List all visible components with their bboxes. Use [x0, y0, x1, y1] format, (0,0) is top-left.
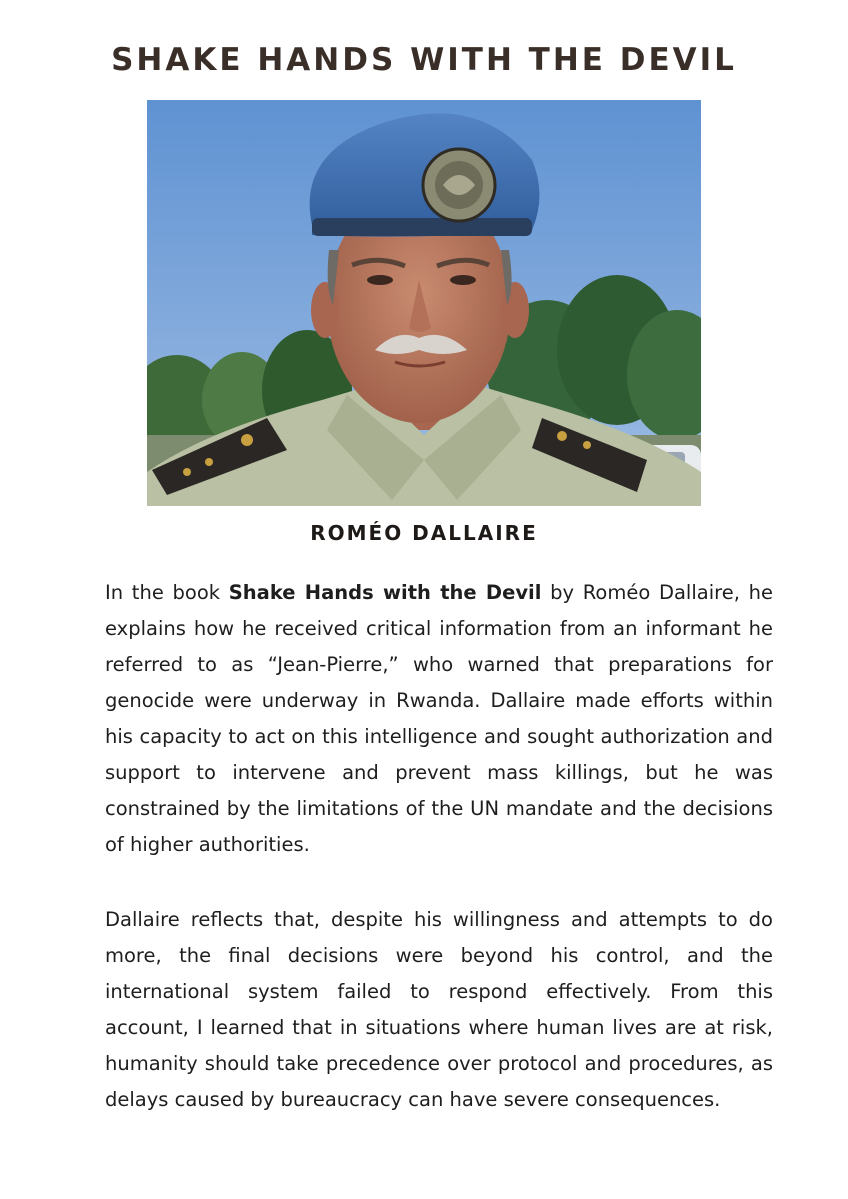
- book-title: Shake Hands with the Devil: [228, 581, 542, 604]
- photo-caption: ROMÉO DALLAIRE: [310, 521, 538, 545]
- un-badge: [423, 149, 495, 221]
- page-title: SHAKE HANDS WITH THE DEVIL: [111, 42, 737, 78]
- paragraph-1: [105, 575, 773, 863]
- paragraph-2: Dallaire reflects that, despite his willingness and attempts to do more, the final decisions were beyond his control, and the international system failed to respond effectively. From this account, I learned that in situations where human lives are at risk, humanity should take precedence over protocol and procedures, as delays caused by bureaucracy can have severe consequences.: [105, 908, 773, 1111]
- paragraph-1-intro: In the book: [105, 581, 229, 604]
- portrait-photo: [147, 100, 701, 506]
- paragraph-1-rest: by Roméo Dallaire, he explains how he received critical information from an informant he referred to as “Jean-Pierre,” who warned that preparations for genocide were underway in Rwanda. Dallaire made efforts within his capacity to act on this intelligence and sought authorization and support to intervene and prevent mass killings, but he was constrained by the limitations of the UN mandate and the decisions of higher authorities.: [105, 581, 773, 856]
